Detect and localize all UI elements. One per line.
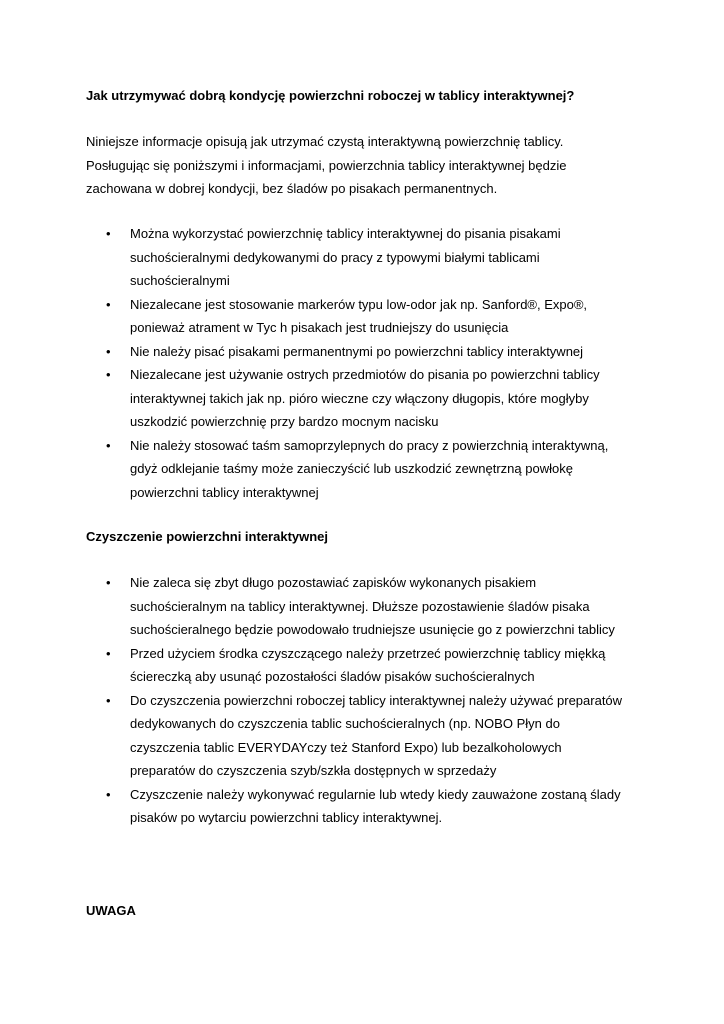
bullet-icon: • <box>106 786 111 802</box>
list-item-line: Przed użyciem środka czyszczącego należy przetrzeć powierzchnię tablicy miękką <box>130 645 606 661</box>
list-item-line: preparatów do czyszczenia szyb/szkła dostępnych w sprzedaży <box>130 763 497 778</box>
bullet-icon: • <box>106 437 111 453</box>
list-item-line: pisaków po wytarciu powierzchni tablicy interaktywnej. <box>130 810 443 825</box>
list-item-line: Nie zaleca się zbyt długo pozostawiać zapisków wykonanych pisakiem <box>130 575 537 590</box>
intro-line: Niniejsze informacje opisują jak utrzymać czystą interaktywną powierzchnię tablicy. <box>86 134 564 149</box>
list-item <box>86 434 646 505</box>
list-item-line: suchościeralnym na tablicy interaktywnej. Dłuższe pozostawienie śladów pisaka <box>130 598 590 614</box>
page-title: Jak utrzymywać dobrą kondycję powierzchni roboczej w tablicy interaktywnej? <box>86 88 575 103</box>
list-item-line: uszkodzić powierzchnię przy bardzo mocnym nacisku <box>130 414 439 429</box>
bullet-icon: • <box>106 367 111 382</box>
intro-paragraph <box>86 130 646 201</box>
list-item-line: Czyszczenie należy wykonywać regularnie lub wtedy kiedy zauważone zostaną ślady <box>130 786 621 802</box>
list-item <box>86 363 646 434</box>
list-item <box>86 571 646 642</box>
list-item-line: Nie należy stosować taśm samoprzylepnych do pracy z powierzchnią interaktywną, <box>130 437 609 453</box>
list-item-line: suchościeralnymi <box>130 273 230 288</box>
list-item-line: Nie należy pisać pisakami permanentnymi po powierzchni tablicy interaktywnej <box>130 343 584 359</box>
intro-line: Posługując się poniższymi i informacjami, powierzchnia tablicy interaktywnej będzie <box>86 157 567 173</box>
list-item-line: suchościeralnymi dedykowanymi do pracy z typowymi białymi tablicami <box>130 249 540 265</box>
list-item-line: Można wykorzystać powierzchnię tablicy interaktywnej do pisania pisakami <box>130 226 561 241</box>
list-item-line: suchościeralnego będzie powodowało trudniejsze usunięcie go z powierzchni tablicy <box>130 622 615 637</box>
usage-bullet-list <box>86 222 646 504</box>
list-item <box>86 642 646 689</box>
note-heading: UWAGA <box>86 903 136 918</box>
list-item-line: ściereczką aby usunąć pozostałości śladów pisaków suchościeralnych <box>130 669 535 684</box>
list-item <box>86 293 646 340</box>
cleaning-bullet-list <box>86 571 646 830</box>
bullet-icon: • <box>106 575 111 590</box>
list-item <box>86 783 646 830</box>
list-item-line: ponieważ atrament w Tyc h pisakach jest trudniejszy do usunięcia <box>130 320 509 335</box>
bullet-icon: • <box>106 343 111 359</box>
section-heading-cleaning: Czyszczenie powierzchni interaktywnej <box>86 529 329 544</box>
bullet-icon: • <box>106 692 111 708</box>
list-item-line: Niezalecane jest stosowanie markerów typu low-odor jak np. Sanford®, Expo®, <box>130 296 588 312</box>
list-item-line: Niezalecane jest używanie ostrych przedmiotów do pisania po powierzchni tablicy <box>130 367 600 382</box>
list-item <box>86 689 646 783</box>
bullet-icon: • <box>106 296 111 312</box>
list-item <box>86 340 646 364</box>
list-item-line: powierzchni tablicy interaktywnej <box>130 484 319 500</box>
list-item-line: dedykowanych do czyszczenia tablic suchościeralnych (np. NOBO Płyn do <box>130 716 560 731</box>
intro-line: zachowana w dobrej kondycji, bez śladów po pisakach permanentnych. <box>86 181 498 196</box>
bullet-icon: • <box>106 226 111 241</box>
list-item-line: interaktywnej takich jak np. pióro wieczne czy włączony długopis, które mogłyby <box>130 390 589 406</box>
bullet-icon: • <box>106 645 111 661</box>
list-item-line: czyszczenia tablic EVERYDAYczy też Stanford Expo) lub bezalkoholowych <box>130 739 562 755</box>
list-item-line: Do czyszczenia powierzchni roboczej tablicy interaktywnej należy używać preparatów <box>130 692 623 708</box>
list-item-line: gdyż odklejanie taśmy może zanieczyścić lub uszkodzić zewnętrzną powłokę <box>130 461 573 476</box>
list-item <box>86 222 646 293</box>
